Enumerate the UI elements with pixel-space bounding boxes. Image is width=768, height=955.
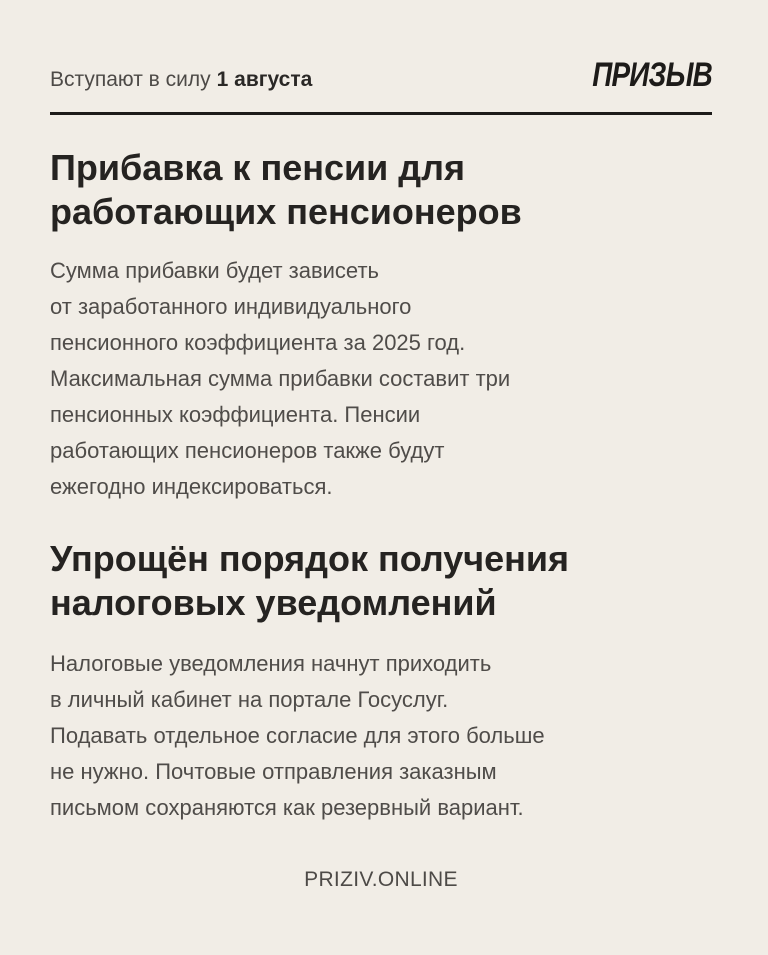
body-line: от заработанного индивидуального <box>50 294 412 319</box>
body-line: Сумма прибавки будет зависеть <box>50 258 379 283</box>
title-line: работающих пенсионеров <box>50 191 522 232</box>
body-line: в личный кабинет на портале Госуслуг. <box>50 687 449 712</box>
header <box>50 52 712 106</box>
header-divider <box>50 112 712 115</box>
section-title-tax <box>50 537 712 625</box>
body-line: не нужно. Почтовые отправления заказным <box>50 759 497 784</box>
effective-date-label: Вступают в силу <box>50 68 211 91</box>
body-line: Максимальная сумма прибавки составит три <box>50 366 511 391</box>
site-footer: PRIZIV.ONLINE <box>304 868 458 891</box>
body-line: работающих пенсионеров также будут <box>50 438 445 463</box>
body-line: Подавать отдельное согласие для этого больше <box>50 723 545 748</box>
title-line: Упрощён порядок получения <box>50 538 570 579</box>
title-line: Прибавка к пенсии для <box>50 147 465 188</box>
body-line: пенсионного коэффициента за 2025 год. <box>50 330 466 355</box>
body-line: Налоговые уведомления начнут приходить <box>50 651 492 676</box>
effective-date-value: 1 августа <box>216 68 313 91</box>
body-line: письмом сохраняются как резервный вариант. <box>50 795 524 820</box>
article-card <box>50 0 712 955</box>
effective-date <box>50 68 312 92</box>
section-body-tax <box>50 646 712 826</box>
body-line: ежегодно индексироваться. <box>50 474 333 499</box>
section-title-pension <box>50 146 712 234</box>
section-body-pension <box>50 253 712 505</box>
body-line: пенсионных коэффициента. Пенсии <box>50 402 421 427</box>
priziv-logo: ПРИЗЫВ <box>592 56 712 94</box>
title-line: налоговых уведомлений <box>50 582 497 623</box>
